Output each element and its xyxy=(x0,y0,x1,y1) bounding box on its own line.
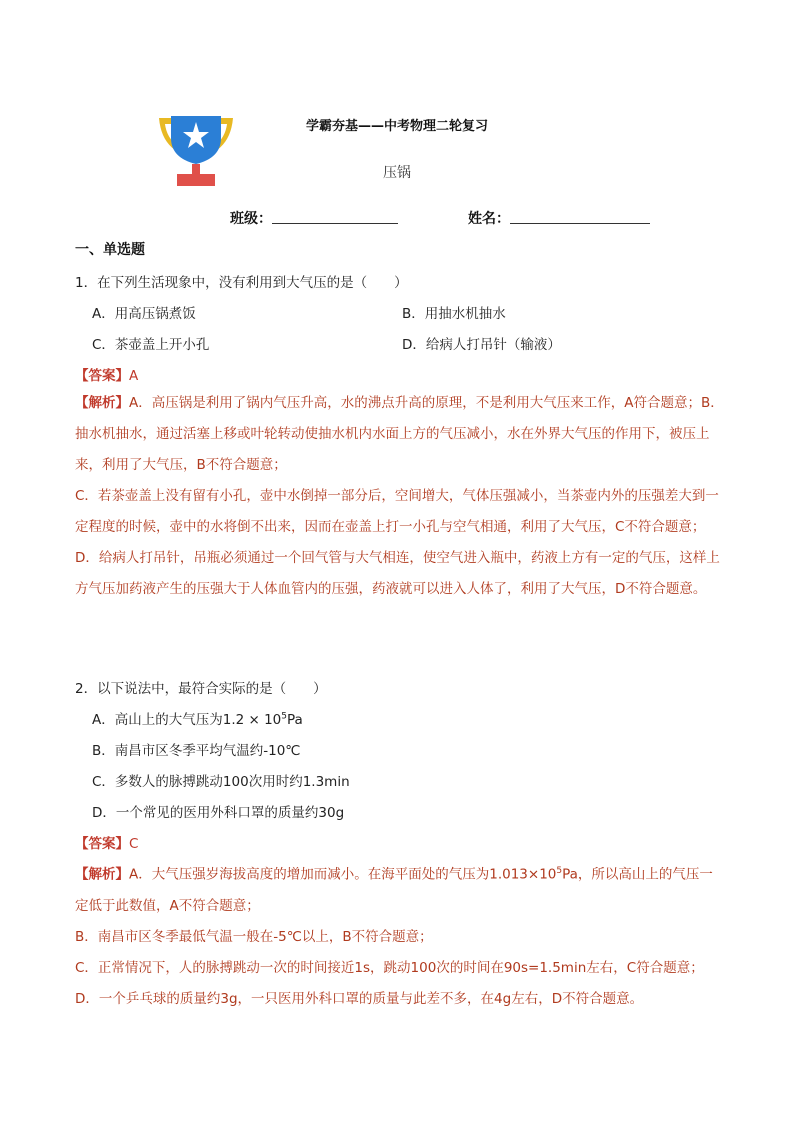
q2-answer xyxy=(75,832,138,852)
class-input[interactable] xyxy=(272,208,398,224)
q1-answer xyxy=(75,364,138,384)
q2-option-c: C．多数人的脉搏跳动100次用时约1.3min xyxy=(92,774,350,790)
analysis-paragraph: A．高压锅是利用了锅内气压升高，水的沸点升高的原理，不是利用大气压来工作，A符合题意；B．抽水机抽水，通过活塞上移或叶轮转动使抽水机内水面上方的气压减小，水在外界大气压的作用下，被压上来，利用了大气压，B不符合题意； xyxy=(75,395,724,473)
analysis-paragraph: D．给病人打吊针，吊瓶必须通过一个回气管与大气相连，使空气进入瓶中，药液上方有一定的气压，这样上方气压加药液产生的压强大于人体血管内的压强，药液就可以进入人体了，利用了大气压，D不符合题意。 xyxy=(75,550,720,597)
q1-option-a: A．用高压锅煮饭 xyxy=(92,306,196,322)
q1-option-d: D．给病人打吊针（输液） xyxy=(402,337,561,353)
answer-value: C xyxy=(129,836,139,852)
page-title: 学霸夯基——中考物理二轮复习 xyxy=(305,119,488,134)
class-label: 班级： xyxy=(230,211,272,227)
question-1-stem: 1．在下列生活现象中，没有利用到大气压的是（ ） xyxy=(75,275,408,291)
q2-analysis: 【解析】A．大气压强岁海拔高度的增加而减小。在海平面处的气压为$1.013\times 10^5Pa$，所以高山上的气压一定低于此数值，A不符合题意； B．南昌市区冬季最低气温一般在-5℃以上，B不符合题意； C．正常情况下，人的脉搏跳动一次的时间接近1s，跳动100次的时间在90s=1.5min左右，C符合题意； D．一个乒乓球的质量约3g，一只医用外科口罩的质量与此差不多，在4g左右，D不符合题意。 xyxy=(75,856,725,1015)
analysis-tag: 【解析】 xyxy=(75,866,129,883)
section-heading: 一、单选题 xyxy=(75,242,145,258)
q2-option-b: B．南昌市区冬季平均气温约-10℃ xyxy=(92,743,301,759)
q1-analysis xyxy=(75,388,725,605)
analysis-paragraph: D．一个乒乓球的质量约3g，一只医用外科口罩的质量与此差不多，在4g左右，D不符合题意。 xyxy=(75,990,644,1007)
analysis-paragraph: C．正常情况下，人的脉搏跳动一次的时间接近1s，跳动100次的时间在90s=1.5min左右，C符合题意； xyxy=(75,959,704,976)
q2-option-d: D．一个常见的医用外科口罩的质量约30g xyxy=(92,805,345,821)
answer-tag: 【答案】 xyxy=(75,368,129,384)
analysis-paragraph: C．若茶壶盖上没有留有小孔，壶中水倒掉一部分后，空间增大，气体压强减小，当茶壶内外的压强差大到一定程度的时候，壶中的水将倒不出来，因而在壶盖上打一小孔与空气相通，利用了大气压，C不符合题意； xyxy=(75,488,719,535)
name-input[interactable] xyxy=(510,208,650,224)
q2-option-a: A．高山上的大气压为$1.2 \times 10^5Pa$ xyxy=(92,711,303,728)
analysis-tag: 【解析】 xyxy=(75,395,129,411)
question-2-stem: 2．以下说法中，最符合实际的是（ ） xyxy=(75,681,327,697)
q1-option-c: C．茶壶盖上开小孔 xyxy=(92,337,210,353)
answer-value: A xyxy=(129,368,139,384)
analysis-paragraph: B．南昌市区冬季最低气温一般在-5℃以上，B不符合题意； xyxy=(75,928,433,945)
name-label: 姓名： xyxy=(468,211,510,227)
answer-tag: 【答案】 xyxy=(75,836,129,852)
page-subtitle: 压锅 xyxy=(383,165,411,181)
q1-option-b: B．用抽水机抽水 xyxy=(402,306,506,322)
